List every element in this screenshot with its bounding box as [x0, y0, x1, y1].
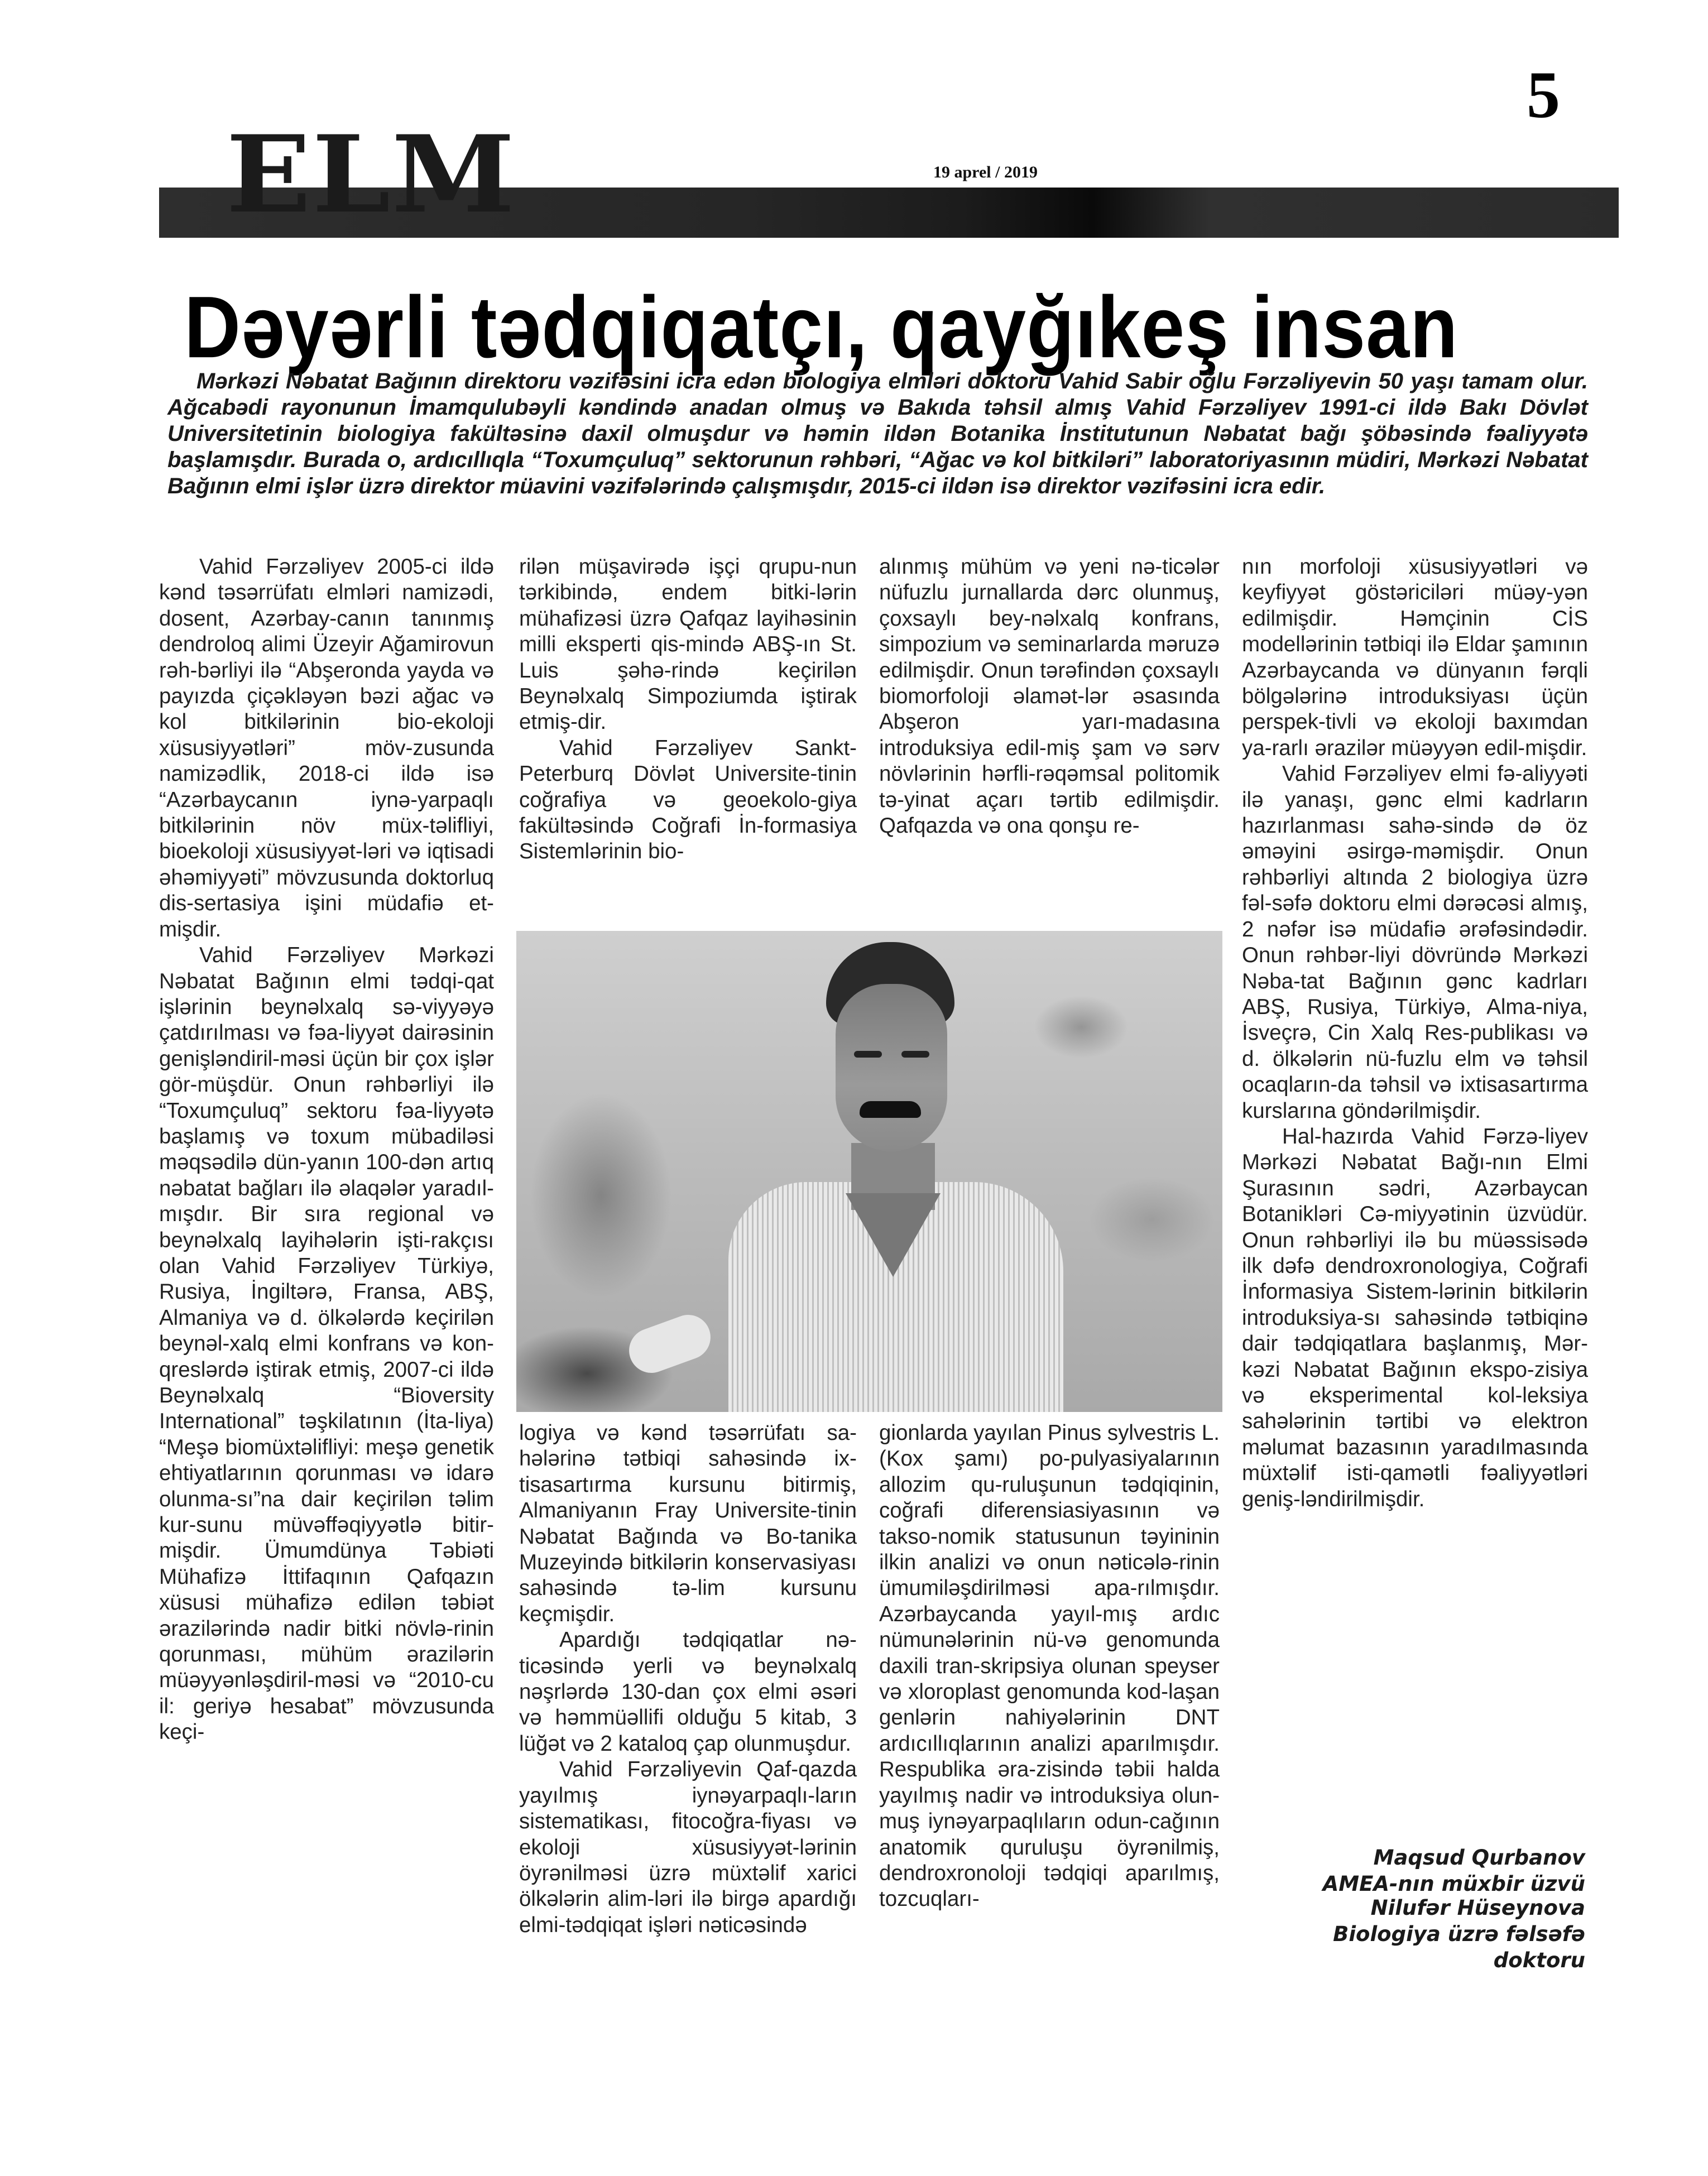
author-signature-2	[1239, 1895, 1585, 1973]
paragraph: Vahid Fərzəliyev 2005-ci ildə kənd təsərrüfatı elmləri namizədi, dosent, Azərbay-canın tanınmış dendroloq alimi Üzeyir Ağamirovun rəh-bərliyi ilə “Abşeronda yayda və payızda çiçəkləyən bəzi ağac və kol bitkilərinin bio-ekoloji xüsusiyyətləri” möv-zusunda namizədlik, 2018-ci ildə isə “Azərbaycanın iynə-yarpaqlı bitkilərinin növ müx-təlifliyi, bioekoloji xüsusiyyət-ləri və iqtisadi əhəmiyyəti” mövzusunda doktorluq dis-sertasiya işini müdafiə et-mişdir.	[159, 555, 494, 942]
newspaper-logo: ELM	[226, 112, 516, 237]
paragraph: Hal-hazırda Vahid Fərzə-liyev Mərkəzi Nəbatat Bağı-nın Elmi Şurasının sədri, Azərbaycan Botanikləri Cə-miyyətinin üzvüdür. Onun rəhbərliyi ilə bu müəssisədə ilk dəfə dendroxronologiya, Coğrafi İnformasiya Sistem-lərinin bitkilərin introduksiya-sı sahəsində tətbiqinə dair tədqiqatlara başlanmış, Mər-kəzi Nəbatat Bağının ekspo-zisiya və eksperimental kol-leksiya sahələrinin tərtibi və elektron məlumat bazasının yaradılmasında müxtəlif isti-qamətli fəaliyyətləri geniş-ləndirilmişdir.	[1242, 1124, 1588, 1511]
column-2-bottom	[519, 1420, 857, 1938]
paragraph: logiya və kənd təsərrüfatı sa-hələrinə tətbiqi sahəsində ix-tisasartırma kursunu bitirmiş, Almaniyanın Fray Universite-tinin Nəbatat Bağında və Bo-tanika Muzeyində bitkilərin konservasiyası sahəsində tə-lim kursunu keçmişdir.	[519, 1421, 857, 1626]
author-title: AMEA-nın müxbir üzvü	[1322, 1872, 1585, 1896]
article-headline: Dəyərli tədqiqatçı, qayğıkeş insan	[184, 277, 1458, 376]
paragraph: Apardığı tədqiqatlar nə-ticəsində yerli və beynəlxalq nəşrlərdə 130-dan çox elmi əsəri və həmmüəllifi olduğu 5 kitab, 3 lüğət və 2 kataloq çap olunmuşdur.	[519, 1628, 857, 1756]
page-number: 5	[1527, 57, 1560, 132]
column-2-top	[519, 554, 857, 865]
paragraph: nın morfoloji xüsusiyyətləri və keyfiyyət göstəriciləri müəy-yən edilmişdir. Həmçinin CİS modellərinin tətbiqi ilə Eldar şamının Azərbaycanda və dünyanın fərqli bölgələrinə introduksiyası üçün perspek-tivli və ekoloji baxımdan ya-rarlı ərazilər müəyyən edil-mişdir.	[1242, 555, 1588, 760]
column-4	[1242, 554, 1588, 1512]
article-lede: Mərkəzi Nəbatat Bağının direktoru vəzifəsini icra edən biologiya elmləri doktoru Vahid Sabir oğlu Fərzəliyevin 50 yaşı tamam olur. Ağcabədi rayonunun İmamqulubəyli kəndində anadan olmuş və Bakıda təhsil almış Vahid Fərzəliyev 1991-ci ildə Bakı Dövlət Universitetinin biologiya fakültəsinə daxil olmuşdur və həmin ildən Botanika İnstitutunun Nəbatat bağı şöbəsində fəaliyyətə başlamışdır. Burada o, ardıcıllıqla “Toxumçuluq” sektorunun rəhbəri, “Ağac və kol bitkiləri” laboratoriyasının müdiri, Mərkəzi Nəbatat Bağının elmi işlər üzrə direktor müavini vəzifələrində çalışmışdır, 2015-ci ildən isə direktor vəzifəsini icra edir.	[167, 369, 1588, 498]
paragraph: alınmış mühüm və yeni nə-ticələr nüfuzlu jurnallarda dərc olunmuş, çoxsaylı bey-nəlxalq konfrans, simpozium və seminarlarda məruzə edilmişdir. Onun tərəfindən çoxsaylı biomorfoloji əlamət-lər əsasında Abşeron yarı-madasına introduksiya edil-miş şam və sərv növlərinin hərfli-rəqəmsal politomik tə-yinat açarı tərtib edilmişdir. Qafqazda və ona qonşu re-	[879, 555, 1220, 838]
photo-collar	[846, 1193, 941, 1277]
photo-brow	[854, 1051, 882, 1058]
paragraph: Vahid Fərzəliyevin Qaf-qazda yayılmış iynəyarpaqlı-ların sistematikası, fitocoğra-fiyası və ekoloji xüsusiyyət-lərinin öyrənilməsi üzrə müxtəlif xarici ölkələrin alim-ləri ilə birgə apardığı elmi-tədqiqat işləri nəticəsində	[519, 1757, 857, 1937]
author-name: Nilufər Hüseynova	[1370, 1896, 1585, 1920]
paragraph: Vahid Fərzəliyev Mərkəzi Nəbatat Bağının elmi tədqi-qat işlərinin beynəlxalq sə-viyyəyə çatdırılması və fəa-liyyət dairəsinin genişləndiril-məsi üçün bir çox işlər gör-müşdür. Onun rəhbərliyi ilə “Toxumçuluq” sektoru fəa-liyyətə başlamış və toxum mübadiləsi məqsədilə dün-yanın 100-dən artıq nəbatat bağları ilə əlaqələr yaradıl-mışdır. Bir sıra regional və beynəlxalq layihələrin işti-rakçısı olan Vahid Fərzəliyev Türkiyə, Rusiya, İngiltərə, Fransa, ABŞ, Almaniya və d. ölkələrdə keçirilən beynəl-xalq elmi konfrans və kon-qreslərdə iştirak etmiş, 2007-ci ildə Beynəlxalq “Bioversity International” təşkilatının (İta-liya) “Meşə biomüxtəlifliyi: meşə genetik ehtiyatlarının qorunması və idarə olunma-sı”na dair keçirilən təlim kur-sunu müvəffəqiyyətlə bitir-mişdir. Ümumdünya Təbiəti Mühafizə İttifaqının Qafqazın xüsusi mühafizə edilən təbiət ərazilərində nadir bitki növlə-rinin qorunması, mühüm ərazilərin müəyyənləşdiril-məsi və “2010-cu il: geriyə hesabat” mövzusunda keçi-	[159, 943, 494, 1745]
photo-face	[836, 984, 947, 1151]
author-signature-1	[1323, 1844, 1585, 1897]
column-3-top	[879, 554, 1220, 839]
column-3-bottom	[879, 1420, 1220, 1913]
issue-date: 19 aprel / 2019	[933, 163, 1038, 181]
author-name: Maqsud Qurbanov	[1373, 1846, 1585, 1870]
paragraph: Vahid Fərzəliyev elmi fə-aliyyəti ilə yanaşı, gənc elmi kadrların hazırlanması sahə-sində də öz əməyini əsirgə-məmişdir. Onun rəhbərliyi altında 2 biologiya üzrə fəl-səfə doktoru elmi dərəcəsi almış, 2 nəfər isə müdafiə ərəfəsindədir. Onun rəhbər-liyi dövründə Mərkəzi Nəba-tat Bağının gənc kadrları ABŞ, Rusiya, Türkiyə, Alma-niya, İsveçrə, Cin Xalq Res-publikası və d. ölkələrin nü-fuzlu elm və təhsil ocaqların-da təhsil və ixtisasartırma kurslarına göndərilmişdir.	[1242, 762, 1588, 1123]
author-title: Biologiya üzrə fəlsəfə doktoru	[1333, 1922, 1585, 1972]
photo-hand	[623, 1309, 717, 1379]
portrait-photo	[516, 931, 1222, 1412]
paragraph: gionlarda yayılan Pinus sylvestris L. (Kox şamı) po-pulyasiyalarının allozim qu-ruluşunun tədqiqinin, coğrafi diferensiasiyasının və takso-nomik statusunun təyininin ilkin analizi və onun nəticələ-rinin ümumiləşdirilməsi apa-rılmışdır. Azərbaycanda yayıl-mış ardıc nümunələrinin nü-və genomunda daxili tran-skripsiya olunan speyser və xloroplast genomunda kod-laşan genlərin nahiyələrinin DNT ardıcıllıqlarının analizi aparılmışdır. Respublika əra-zisində təbii halda yayılmış nadir və introduksiya olun-muş iynəyarpaqlıların odun-cağının anatomik quruluşu öyrənilmiş, dendroxronoloji tədqiqi aparılmış, tozcuqları-	[879, 1421, 1220, 1911]
paragraph: Vahid Fərzəliyev Sankt-Peterburq Dövlət Universite-tinin coğrafiya və geoekolo-giya fakültəsində Coğrafi İn-formasiya Sistemlərinin bio-	[519, 736, 857, 864]
column-1	[159, 554, 494, 1746]
paragraph: rilən müşavirədə işçi qrupu-nun tərkibində, endem bitki-lərin mühafizəsi üzrə Qafqaz layihəsinin milli eksperti qis-mində ABŞ-ın St. Luis şəhə-rində keçirilən Beynəlxalq Simpoziumda iştirak etmiş-dir.	[519, 555, 857, 734]
photo-mustache	[860, 1101, 921, 1118]
photo-brow	[901, 1051, 929, 1058]
